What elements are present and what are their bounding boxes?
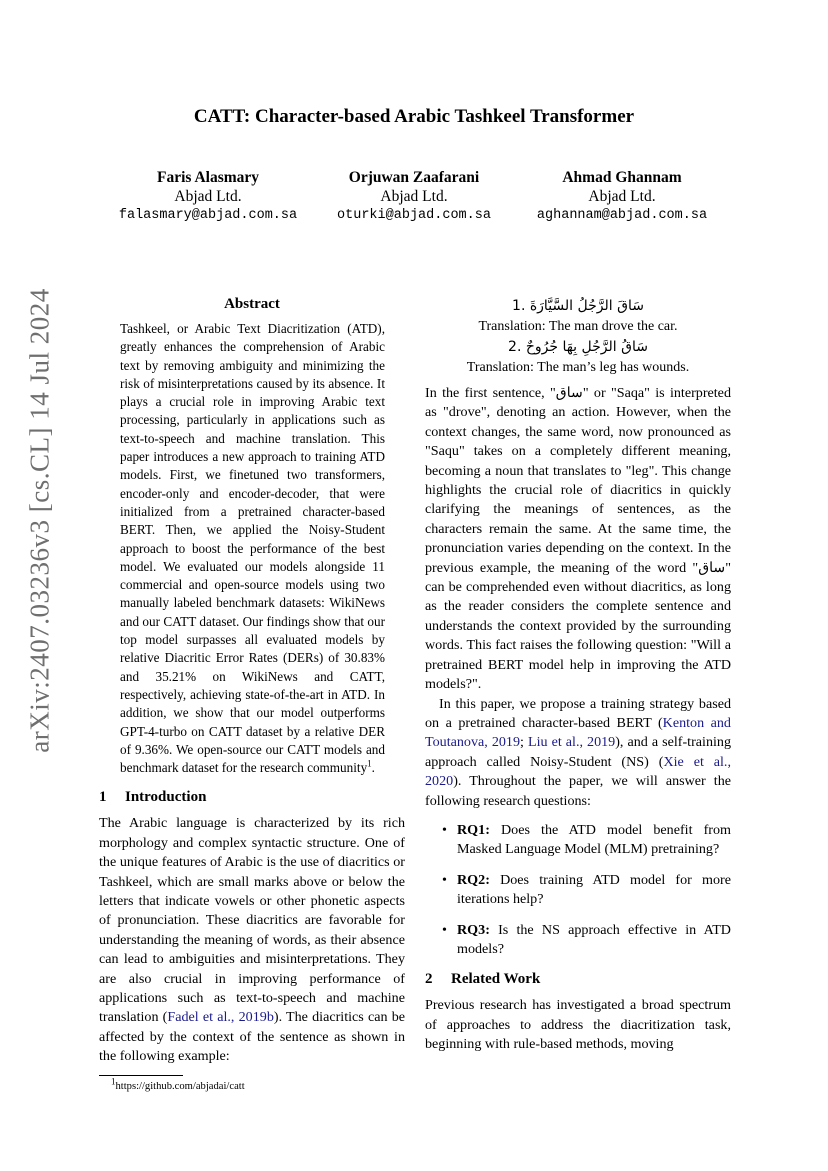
citation-link[interactable]: Fadel et al., 2019b (167, 1009, 274, 1026)
related-paragraph: Previous research has investigated a broad spectrum of approaches to address the diacritization task, beginning with rule-based methods, moving (425, 997, 731, 1053)
paragraph-text: ). Throughout the paper, we will answer the following research questions: (425, 773, 731, 809)
abstract-end: . (371, 760, 375, 776)
author-email: oturki@abjad.com.sa (337, 208, 491, 223)
rq-label: RQ2: (457, 871, 490, 888)
rq-text: Is the NS approach effective in ATD models? (457, 921, 731, 957)
intro-text-b: ). The diacritics can be affected by the context of the sentence as shown in the following example: (99, 1009, 405, 1065)
paper-title: CATT: Character-based Arabic Tashkeel Transformer (193, 106, 635, 127)
section-number: 2 (425, 971, 433, 988)
bullet-icon: • (442, 921, 447, 938)
rq-text: Does training ATD model for more iterations help? (457, 871, 731, 908)
translation-line: Translation: The man’s leg has wounds. (466, 360, 690, 375)
author-3 (507, 168, 737, 225)
list-item (425, 871, 731, 910)
arxiv-sidebar-stamp (20, 170, 60, 870)
rq-label: RQ3: (457, 921, 490, 938)
body-paragraph: In the first sentence, "ساق" or "Saqa" is interpreted as "drove", denoting an action. However, when the context changes, the same word, now pronounced as "Saqu" takes on a completely different meaning, becoming a noun that translates to "leg". This change highlights the crucial role of diacritics in quickly clarifying the meanings of sentences, as the characters remain the same. At the same time, the pronunciation varies depending on the context. In the previous example, the meaning of the word "ساق" can be comprehended even without diacritics, as long as the reader considers the complete sentence and understands the context provided by the surrounding words. This fact raises the following question: "Will a pretrained BERT model help in improving the ATD models?". (425, 385, 731, 693)
section-heading-related-work (425, 971, 731, 988)
bullet-icon: • (442, 871, 447, 888)
citation-link[interactable]: Xie et al., 2020 (425, 753, 731, 790)
rq-label: RQ1: (457, 821, 490, 838)
author-name: Ahmad Ghannam (562, 169, 682, 186)
section-heading-introduction (99, 789, 405, 806)
arabic-sentence: سَاقَ الرَّجُلُ السَّيَّارَةَ .1 (512, 298, 644, 314)
citation-link[interactable]: Kenton and Toutanova, 2019 (425, 714, 731, 751)
author-email: falasmary@abjad.com.sa (118, 208, 298, 223)
left-column (99, 296, 405, 1093)
footnote-number: 1 (111, 1076, 116, 1087)
section-title: Introduction (125, 789, 207, 806)
list-item (425, 921, 731, 960)
citation-separator: ; (520, 734, 528, 751)
arxiv-identifier: arXiv:2407.03236v3 [cs.CL] 14 Jul 2024 (24, 287, 55, 753)
section-title: Related Work (451, 971, 541, 988)
author-affiliation: Abjad Ltd. (588, 188, 656, 205)
author-affiliation: Abjad Ltd. (174, 188, 242, 205)
arabic-sentence: سَاقُ الرَّجُلِ بِهَا جُرُوحٌ .2 (508, 339, 648, 355)
author-name: Orjuwan Zaafarani (348, 169, 480, 186)
list-item (425, 821, 731, 860)
abstract-text (99, 320, 405, 777)
footnote (111, 1076, 405, 1093)
research-questions-list (425, 821, 731, 959)
paragraph-text: ), and a self-training approach called Noisy-Student (NS) ( (425, 734, 731, 770)
abstract-heading: Abstract (224, 296, 280, 312)
footnote-mark[interactable]: 1 (367, 758, 372, 769)
author-2 (299, 168, 529, 225)
citation-link[interactable]: Liu et al., 2019 (527, 734, 616, 751)
arabic-example-2 (425, 337, 731, 378)
author-affiliation: Abjad Ltd. (380, 188, 448, 205)
footnote-url[interactable]: https://github.com/abjadai/catt (115, 1080, 245, 1092)
intro-text-a: The Arabic language is characterized by its rich morphology and complex syntactic structure. One of the unique features of Arabic is the use of diacritics or Tashkeel, which are small marks above or below the letters that indicate vowels or other phonetic aspects of pronunciation. These diacritics are favorable for understanding the meaning of words, as their absence can lead to ambiguities and misinterpretations. They are also crucial in improving performance of applications such as text-to-speech and machine translation ( (99, 815, 405, 1026)
author-name: Faris Alasmary (156, 169, 260, 186)
right-column (425, 296, 731, 1055)
paragraph-text: In this paper, we propose a training strategy based on a pretrained character-based BERT ( (425, 695, 731, 731)
section-number: 1 (99, 789, 107, 806)
body-paragraph (425, 695, 731, 811)
arabic-example-1 (425, 296, 731, 337)
bullet-icon: • (442, 821, 447, 838)
author-email: aghannam@abjad.com.sa (536, 208, 708, 223)
intro-paragraph (99, 814, 405, 1066)
rq-text: Does the ATD model benefit from Masked Language Model (MLM) pretraining? (457, 821, 731, 858)
translation-line: Translation: The man drove the car. (478, 319, 678, 334)
abstract-body: Tashkeel, or Arabic Text Diacritization (ATD), greatly enhances the comprehension of Arabic text by removing ambiguity and minimizing the risk of misinterpretations caused by its absence. It plays a crucial role in improving Arabic text processing, particularly in applications such as text-to-speech and machine translation. This paper introduces a new approach to training ATD models. First, we finetuned two transformers, encoder-only and encoder-decoder, that were initialized from a pretrained character-based BERT. Then, we applied the Noisy-Student approach to boost the performance of the best model. We evaluated our models alongside 11 commercial and open-source models using two manually labeled benchmark datasets: WikiNews and our CATT dataset. Our findings show that our top model surpasses all evaluated models by relative Diacritic Error Rates (DERs) of 30.83% and 35.21% on WikiNews and CATT, respectively, achieving state-of-the-art in ATD. In addition, we show that our model outperforms GPT-4-turbo on CATT dataset by a relative DER of 9.36%. We open-source our CATT models and benchmark dataset for the research community (120, 321, 385, 776)
author-1 (93, 168, 323, 225)
